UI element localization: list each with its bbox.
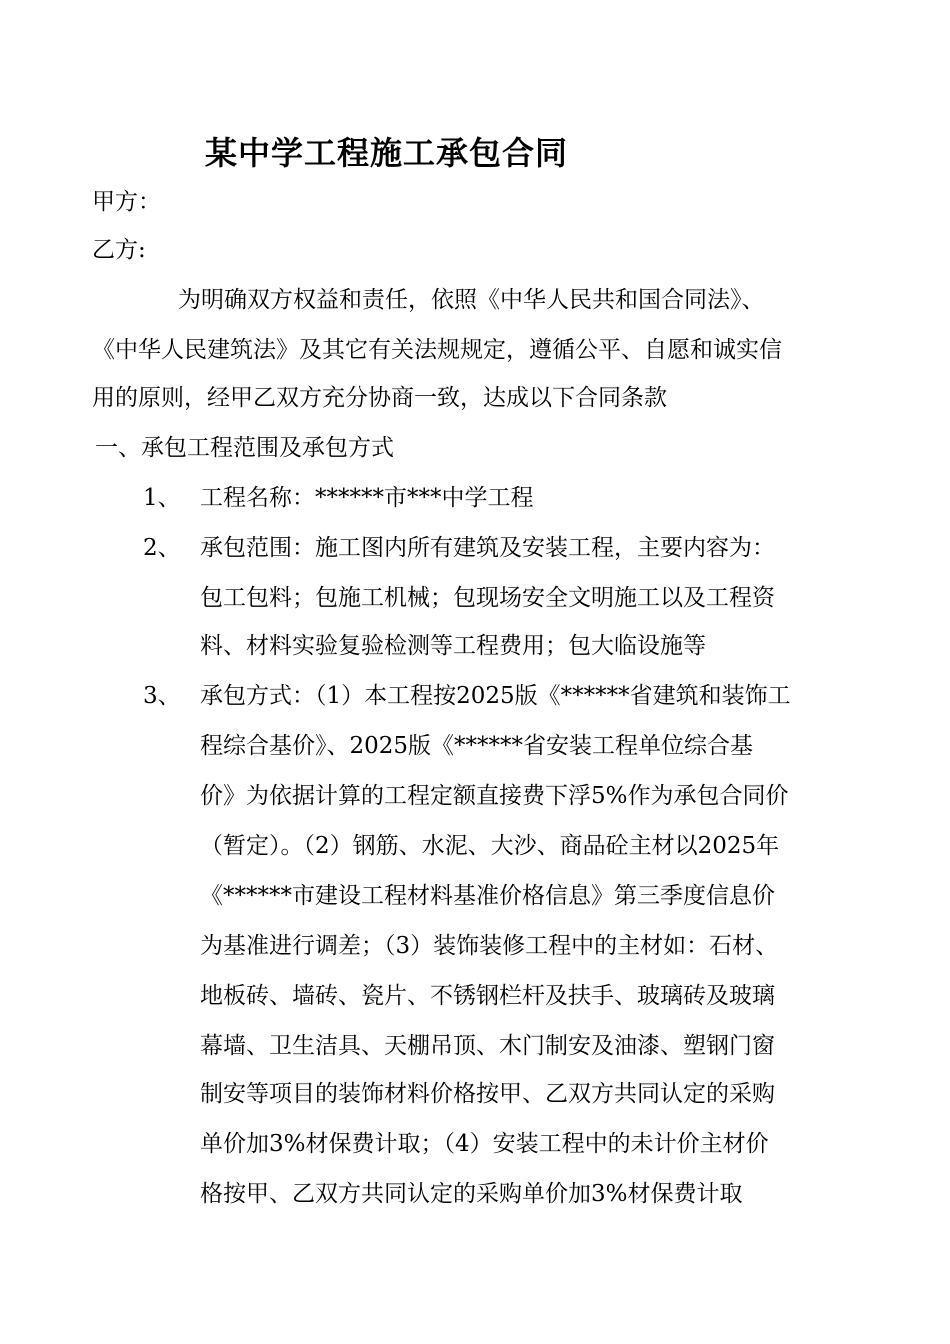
item-line: 承包方式：（1）本工程按2025版《******省建筑和装饰工 xyxy=(200,683,791,709)
intro-line: 《中华人民建筑法》及其它有关法规规定，遵循公平、自愿和诚实信 xyxy=(92,337,782,363)
item-line: 包工包料；包施工机械；包现场安全文明施工以及工程资 xyxy=(200,585,775,611)
item-line: 为基准进行调差；（3）装饰装修工程中的主材如：石材、 xyxy=(200,933,779,959)
party-a-label: 甲方： xyxy=(92,189,161,215)
item-line: 地板砖、墙砖、瓷片、不锈钢栏杆及扶手、玻璃砖及玻璃 xyxy=(200,983,775,1009)
item-number: 2、 xyxy=(143,535,181,561)
item-line: 《******市建设工程材料基准价格信息》第三季度信息价 xyxy=(200,883,775,909)
intro-line: 用的原则，经甲乙双方充分协商一致，达成以下合同条款 xyxy=(92,385,667,411)
item-line: 程综合基价》、2025版《******省安装工程单位综合基 xyxy=(200,733,754,759)
item-line: 工程名称：******市***中学工程 xyxy=(200,485,534,511)
item-line: 价》为依据计算的工程定额直接费下浮5%作为承包合同价 xyxy=(200,783,789,809)
item-line: 格按甲、乙双方共同认定的采购单价加3%材保费计取 xyxy=(200,1181,743,1207)
item-line: （暂定）。（2）钢筋、水泥、大沙、商品砼主材以2025年 xyxy=(200,833,780,859)
document-title: 某中学工程施工承包合同 xyxy=(205,134,569,172)
party-b-label: 乙方: xyxy=(92,237,146,263)
item-number: 1、 xyxy=(143,485,181,511)
section-heading: 一、承包工程范围及承包方式 xyxy=(95,435,394,461)
item-number: 3、 xyxy=(143,683,181,709)
item-line: 制安等项目的装饰材料价格按甲、乙双方共同认定的采购 xyxy=(200,1081,775,1107)
intro-line: 为明确双方权益和责任，依照《中华人民共和国合同法》、 xyxy=(178,287,765,313)
item-line: 料、材料实验复验检测等工程费用；包大临设施等 xyxy=(200,633,706,659)
item-line: 承包范围：施工图内所有建筑及安装工程，主要内容为： xyxy=(200,535,775,561)
item-line: 单价加3%材保费计取；（4）安装工程中的未计价主材价 xyxy=(200,1131,769,1157)
item-line: 幕墙、卫生洁具、天棚吊顶、木门制安及油漆、塑钢门窗 xyxy=(200,1033,775,1059)
